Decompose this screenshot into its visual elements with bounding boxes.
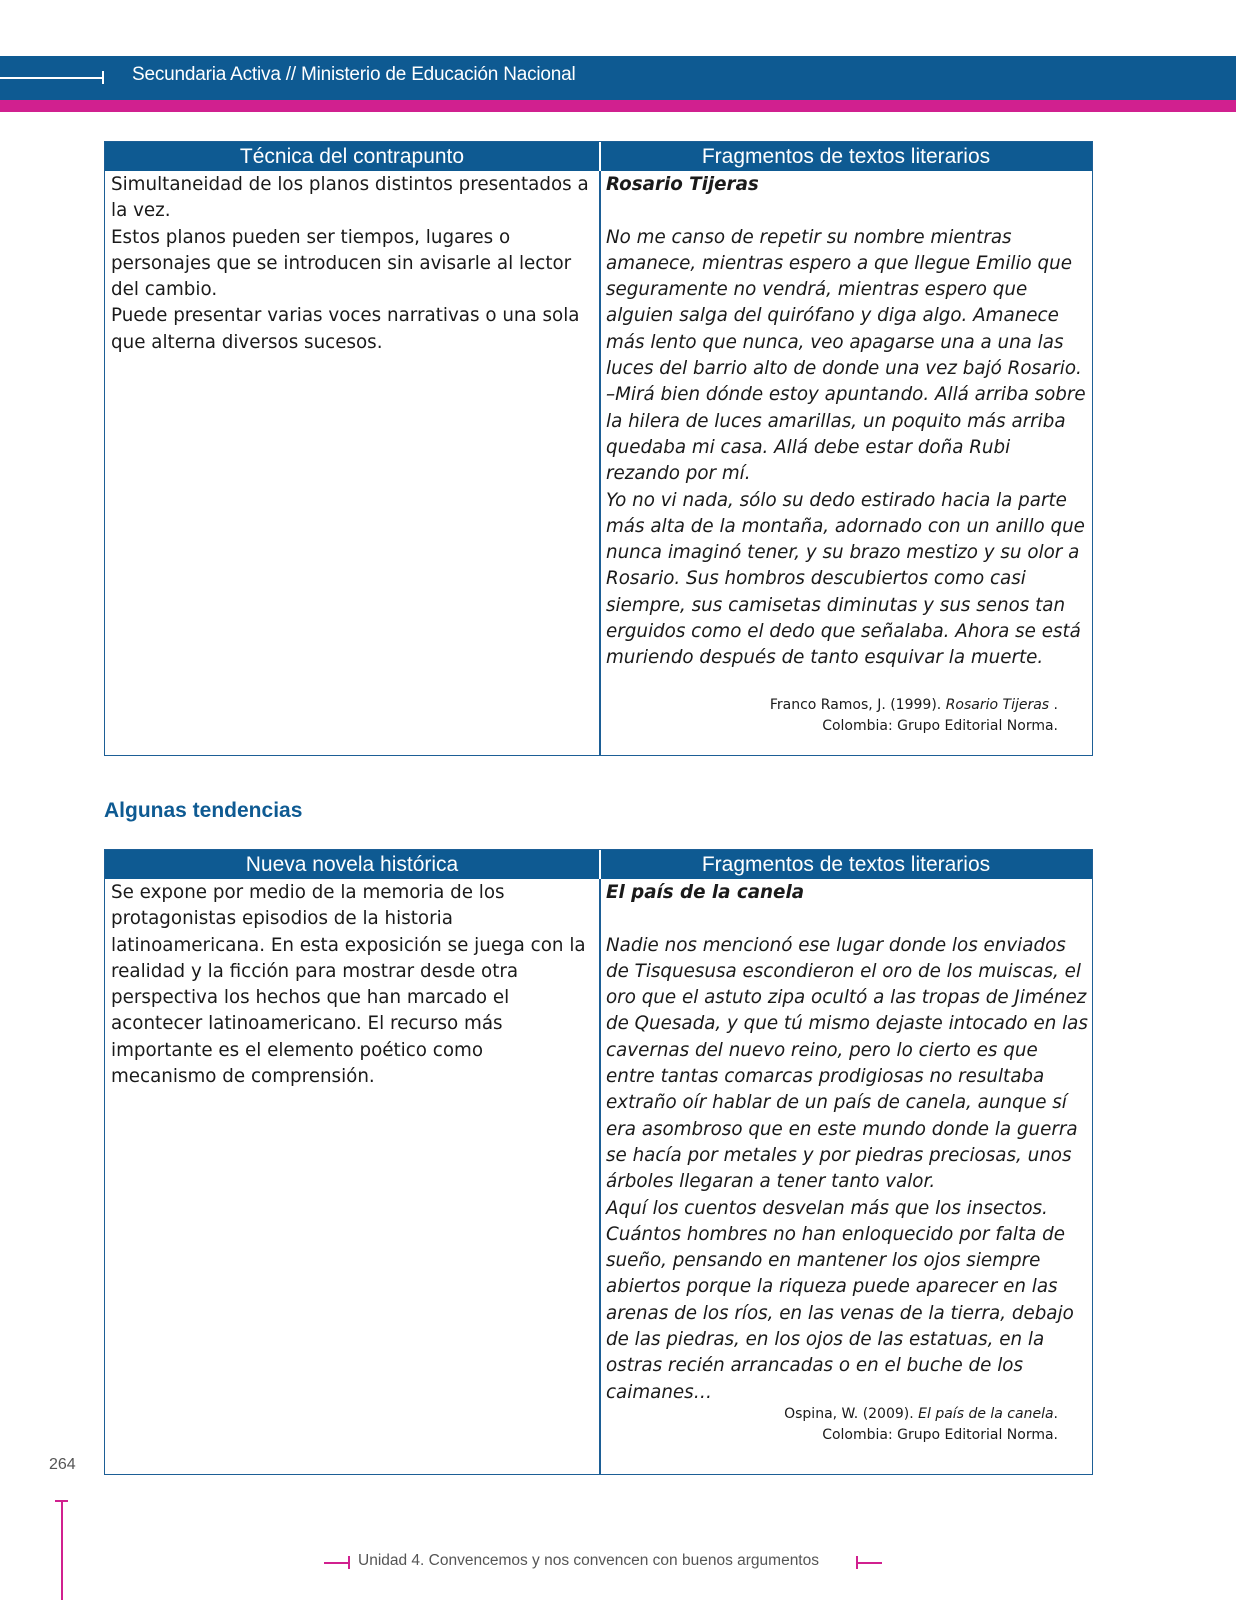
citation-line: Ospina, W. (2009). El país de la canela. bbox=[784, 1406, 1058, 1422]
header-accent-stripe bbox=[0, 100, 1236, 112]
section-title: Algunas tendencias bbox=[104, 799, 303, 822]
table1-right-header: Fragmentos de textos literarios bbox=[600, 142, 1092, 171]
excerpt-paragraph: Yo no vi nada, sólo su dedo estirado hacia la parte más alta de la montaña, adornado con un anillo que nunca imaginó tener, y su brazo mestizo y su olor a Rosario. Sus hombros descubiertos como casi siempre, sus camisetas diminutas y sus senos tan erguidos como el dedo que señalaba. Ahora se está muriendo después de tanto esquivar la muerte. bbox=[606, 489, 1085, 669]
footer-rule-right bbox=[856, 1562, 882, 1564]
footer-rule-left-tick bbox=[348, 1556, 350, 1569]
table1-column-divider bbox=[599, 142, 601, 755]
page-number: 264 bbox=[49, 1456, 76, 1473]
citation-line: Franco Ramos, J. (1999). Rosario Tijeras . bbox=[769, 697, 1058, 713]
table1-left-header: Técnica del contrapunto bbox=[105, 142, 599, 171]
description-line: Estos planos pueden ser tiempos, lugares o personajes que se introducen sin avisarle al lector del cambio. bbox=[111, 226, 572, 301]
description-text: Se expone por medio de la memoria de los protagonistas episodios de la historia latinoamericana. En esta exposición se juega con la realidad y la ficción para mostrar desde otra perspectiva los hechos que han marcado el acontecer latinoamericano. El recurso más importante es el elemento poético como mecanismo de comprensión. bbox=[111, 882, 586, 1088]
contrapunto-table bbox=[104, 141, 1093, 756]
description-line: Puede presentar varias voces narrativas o una sola que alterna diversos sucesos. bbox=[111, 305, 580, 353]
citation-publisher: Colombia: Grupo Editorial Norma. bbox=[822, 1427, 1058, 1443]
margin-rule bbox=[61, 1500, 63, 1600]
literary-excerpt bbox=[606, 933, 1088, 1406]
footer-rule-right-tick bbox=[856, 1556, 858, 1569]
table2-right-header: Fragmentos de textos literarios bbox=[600, 850, 1092, 879]
table2-left-header: Nueva novela histórica bbox=[105, 850, 599, 879]
header-rule-tick bbox=[102, 71, 104, 84]
work-title: Rosario Tijeras bbox=[606, 174, 759, 195]
excerpt-paragraph: –Mirá bien dónde estoy apuntando. Allá arriba sobre la hilera de luces amarillas, un poquito más arriba quedaba mi casa. Allá debe estar doña Rubi rezando por mí. bbox=[606, 384, 1086, 485]
excerpt-paragraph: Aquí los cuentos desvelan más que los insectos. Cuántos hombres no han enloquecido por falta de sueño, pensando en mantener los ojos siempre abiertos porque la riqueza puede aparecer en las arenas de los ríos, en las venas de la tierra, debajo de las piedras, en los ojos de las estatuas, en la ostras recién arrancadas o en el buche de los caimanes… bbox=[606, 1197, 1074, 1403]
excerpt-paragraph: No me canso de repetir su nombre mientras amanece, mientras espero a que llegue Emilio que seguramente no vendrá, mientras espero que alguien salga del quirófano y diga algo. Amanece más lento que nunca, veo apagarse una a una las luces del barrio alto de donde una vez bajó Rosario. bbox=[606, 226, 1082, 380]
table1-citation bbox=[770, 695, 1058, 737]
table2-fragment bbox=[606, 880, 1088, 1406]
excerpt-paragraph: Nadie nos mencionó ese lugar donde los enviados de Tisquesusa escondieron el oro de los muiscas, el oro que el astuto zipa ocultó a las tropas de Jiménez de Quesada, y que tú mismo dejaste intocado en las cavernas del nuevo reino, pero lo cierto es que entre tantas comarcas prodigiosas no resultaba extraño oír hablar de un país de canela, aunque sí era asombroso que en este mundo donde la guerra se hacía por metales y por piedras preciosas, unos árboles llegaran a tener tanto valor. bbox=[606, 934, 1088, 1193]
table1-header-separator bbox=[599, 142, 601, 171]
table2-header-separator bbox=[599, 850, 601, 879]
footer-rule-left bbox=[324, 1562, 350, 1564]
table2-description bbox=[111, 880, 591, 1090]
footer-unit-title: Unidad 4. Convencemos y nos convencen con buenos argumentos bbox=[358, 1552, 819, 1569]
table1-fragment bbox=[606, 172, 1088, 672]
header-title: Secundaria Activa // Ministerio de Educación Nacional bbox=[132, 64, 576, 85]
citation-title: Rosario Tijeras bbox=[945, 697, 1050, 713]
footer bbox=[324, 1551, 884, 1573]
description-line: Simultaneidad de los planos distintos presentados a la vez. bbox=[111, 174, 589, 222]
table2-citation bbox=[784, 1404, 1058, 1446]
citation-publisher: Colombia: Grupo Editorial Norma. bbox=[822, 718, 1058, 734]
novela-historica-table bbox=[104, 849, 1093, 1475]
work-title: El país de la canela bbox=[606, 882, 805, 903]
literary-excerpt bbox=[606, 225, 1088, 672]
citation-title: El país de la canela bbox=[918, 1406, 1054, 1422]
margin-rule-tick bbox=[55, 1500, 68, 1502]
table1-description bbox=[111, 172, 591, 356]
table2-column-divider bbox=[599, 850, 601, 1474]
header-rule bbox=[0, 77, 103, 79]
